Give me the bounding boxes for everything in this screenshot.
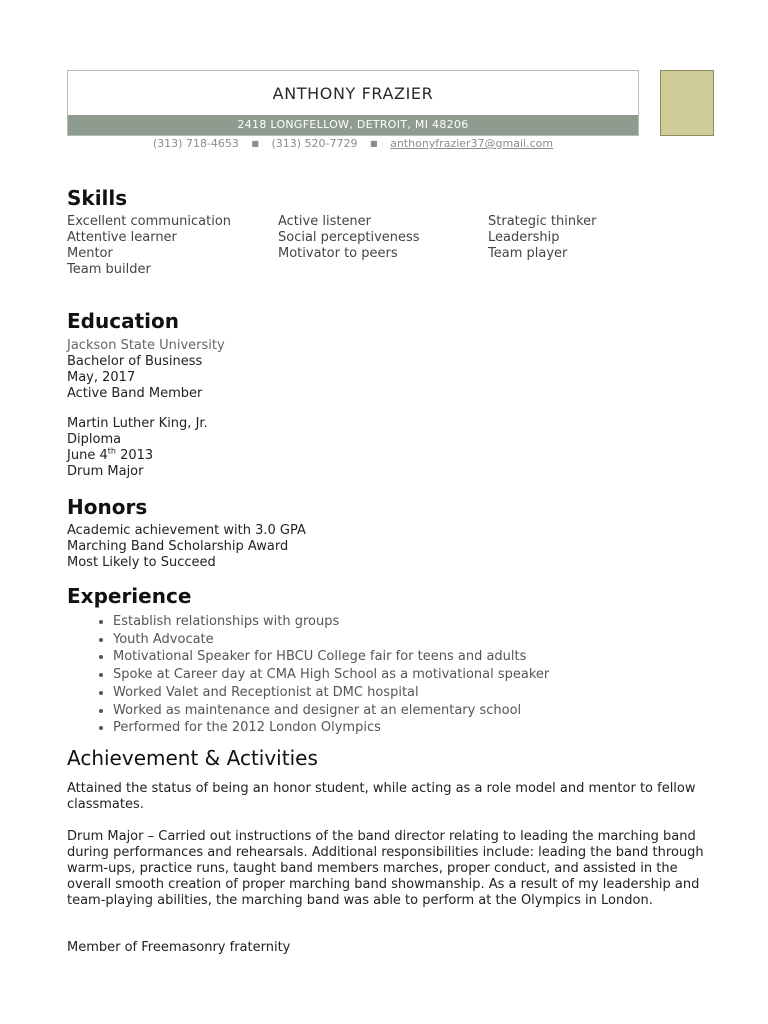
- header-box: [67, 70, 639, 136]
- skill-item: Team player: [488, 246, 568, 261]
- graduation-date: May, 2017: [67, 370, 136, 385]
- experience-item: • Establish relationships with groups: [113, 613, 549, 631]
- phone-secondary: (313) 520-7729: [271, 137, 358, 150]
- applicant-name: ANTHONY FRAZIER: [272, 84, 434, 103]
- skill-item: Attentive learner: [67, 230, 177, 245]
- achievement-paragraph-3: Member of Freemasonry fraternity: [67, 940, 291, 955]
- separator-square-icon: ■: [251, 139, 259, 148]
- skills-column-1: [67, 214, 231, 278]
- skill-item: Strategic thinker: [488, 214, 597, 229]
- experience-item: • Worked Valet and Receptionist at DMC hospital: [113, 684, 549, 702]
- degree: Diploma: [67, 432, 122, 447]
- separator-square-icon: ■: [370, 139, 378, 148]
- skill-item: Excellent communication: [67, 214, 232, 229]
- experience-heading: Experience: [67, 584, 192, 608]
- experience-list: [67, 613, 549, 737]
- experience-item: • Spoke at Career day at CMA High School as a motivational speaker: [113, 666, 549, 684]
- email-link[interactable]: anthonyfrazier37@gmail.com: [390, 137, 554, 150]
- education-entry-2: [67, 416, 208, 480]
- graduation-date: June 4th 2013: [67, 446, 154, 463]
- experience-item: • Youth Advocate: [113, 631, 549, 649]
- experience-item: • Motivational Speaker for HBCU College fair for teens and adults: [113, 648, 549, 666]
- achievements-heading: Achievement & Activities: [67, 746, 318, 770]
- skill-item: Mentor: [67, 246, 113, 261]
- skill-item: Team builder: [67, 262, 151, 277]
- education-note: Drum Major: [67, 464, 144, 479]
- skills-heading: Skills: [67, 186, 128, 210]
- contact-line: [67, 137, 639, 150]
- education-note: Active Band Member: [67, 386, 203, 401]
- skill-item: Active listener: [278, 214, 372, 229]
- degree: Bachelor of Business: [67, 354, 203, 369]
- skills-column-2: [278, 214, 420, 262]
- phone-primary: (313) 718-4653: [152, 137, 239, 150]
- school-name: Martin Luther King, Jr.: [67, 416, 208, 431]
- skill-item: Motivator to peers: [278, 246, 398, 261]
- honor-item: Academic achievement with 3.0 GPA: [67, 523, 306, 538]
- honors-heading: Honors: [67, 495, 148, 519]
- education-entry-1: [67, 338, 225, 402]
- honor-item: Most Likely to Succeed: [67, 555, 216, 570]
- achievement-paragraph-2: Drum Major – Carried out instructions of the band director relating to leading the marching band during performances and rehearsals. Additional responsibilities include: leading the band through warm-ups, practice runs, taught band members marches, proper conduct, and assisted in the overall smooth creation of proper marching band showmanship. As a result of my leadership and team-playing abilities, the marching band was able to perform at the Olympics in London.: [67, 829, 704, 908]
- education-heading: Education: [67, 309, 179, 333]
- skill-item: Social perceptiveness: [278, 230, 420, 245]
- honors-list: [67, 523, 306, 571]
- color-swatch: [660, 70, 714, 136]
- skill-item: Leadership: [488, 230, 560, 245]
- experience-item: • Worked as maintenance and designer at an elementary school: [113, 702, 549, 720]
- honor-item: Marching Band Scholarship Award: [67, 539, 289, 554]
- achievement-paragraph-1: Attained the status of being an honor student, while acting as a role model and mentor to fellow classmates.: [67, 781, 696, 812]
- address-bar: 2418 LONGFELLOW, DETROIT, MI 48206: [68, 115, 638, 135]
- school-name: Jackson State University: [67, 338, 225, 353]
- skills-column-3: [488, 214, 597, 262]
- experience-item: • Performed for the 2012 London Olympics: [113, 719, 549, 737]
